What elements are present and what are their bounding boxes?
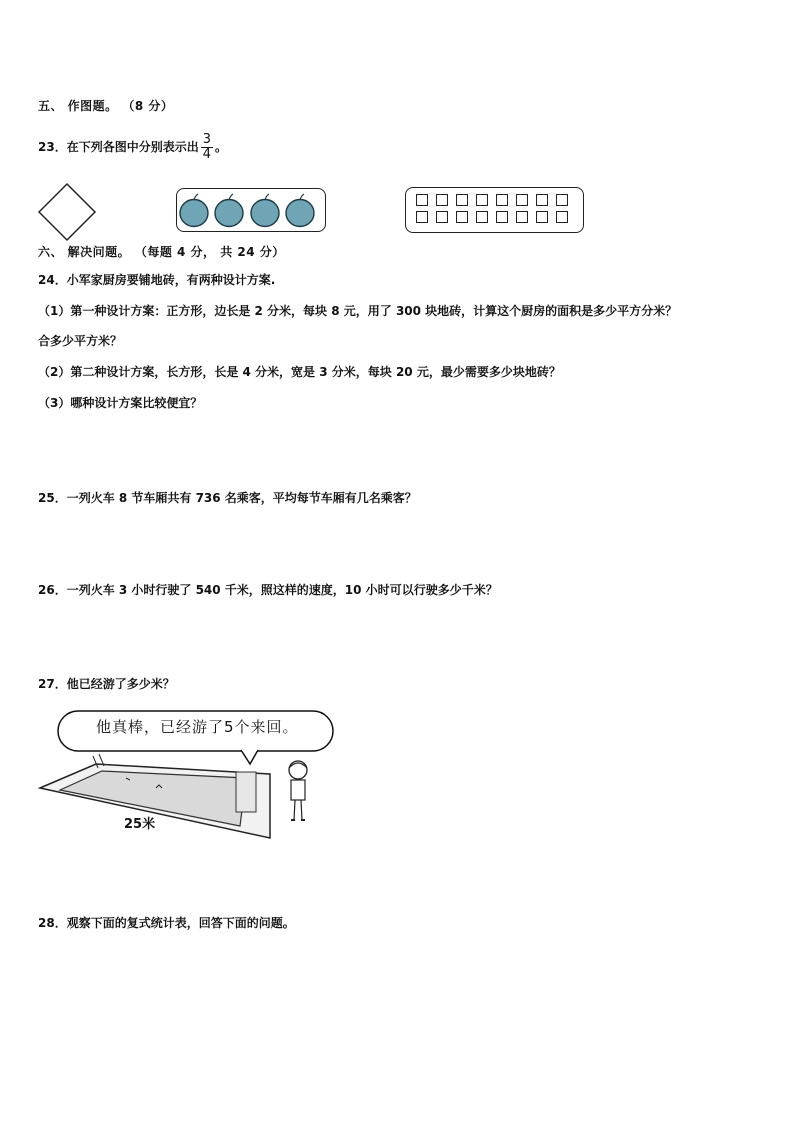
grid-square — [476, 194, 488, 206]
fraction-denominator: 4 — [202, 147, 211, 162]
question-27-stem: 27．他已经游了多少米？ — [38, 677, 175, 691]
grid-square — [436, 194, 448, 206]
apple-icon — [286, 194, 314, 227]
grid-square — [416, 211, 428, 223]
grid-square — [516, 211, 528, 223]
grid-square — [496, 211, 508, 223]
grid-square — [416, 194, 428, 206]
grid-square — [536, 211, 548, 223]
question-24-stem: 24．小军家厨房要铺地砖，有两种设计方案. — [38, 273, 276, 287]
pool-length-label: 25米 — [124, 817, 156, 832]
grid-square — [436, 211, 448, 223]
question-23 — [38, 133, 227, 162]
q23-suffix: 。 — [214, 140, 227, 154]
apples-figure — [177, 189, 324, 230]
fraction-numerator: 3 — [202, 132, 211, 147]
grid-square — [476, 211, 488, 223]
section-6-heading: 六、 解决问题。 （每题 4 分， 共 24 分） — [38, 245, 285, 259]
grid-square — [456, 194, 468, 206]
question-28: 28．观察下面的复式统计表，回答下面的问题。 — [38, 916, 295, 930]
apple-icon — [180, 194, 208, 227]
speech-bubble-tail — [241, 750, 258, 764]
question-25: 25．一列火车 8 节车厢共有 736 名乘客，平均每节车厢有几名乘客？ — [38, 491, 417, 505]
grid-square — [536, 194, 548, 206]
question-26: 26．一列火车 3 小时行驶了 540 千米，照这样的速度，10 小时可以行驶多少千米？ — [38, 583, 498, 597]
section-5-heading: 五、 作图题。 （8 分） — [38, 99, 174, 113]
speech-bubble-text: 他真棒，已经游了5个来回。 — [96, 718, 299, 736]
squares-grid-box — [405, 187, 584, 233]
apple-icon — [251, 194, 279, 227]
apple-icon — [215, 194, 243, 227]
grid-square — [496, 194, 508, 206]
question-24-part-2: （2）第二种设计方案，长方形，长是 4 分米，宽是 3 分米，每块 20 元，最少需要多少块地砖？ — [38, 365, 561, 379]
boy-figure — [289, 761, 307, 820]
fraction-three-quarters — [201, 133, 213, 162]
grid-square — [556, 211, 568, 223]
grid-square — [456, 211, 468, 223]
pool-ladder — [236, 772, 256, 812]
question-24-part-3: （3）哪种设计方案比较便宜？ — [38, 396, 203, 410]
grid-square — [516, 194, 528, 206]
diamond-figure — [38, 182, 98, 242]
question-24-part-1: （1）第一种设计方案：正方形，边长是 2 分米，每块 8 元，用了 300 块地砖，计算这个厨房的面积是多少平方分米？ — [38, 304, 678, 318]
grid-square — [556, 194, 568, 206]
question-24-part-1-cont: 合多少平方米？ — [38, 334, 123, 348]
apple-group-box — [176, 188, 326, 232]
q23-text: 23．在下列各图中分别表示出 — [38, 140, 199, 154]
